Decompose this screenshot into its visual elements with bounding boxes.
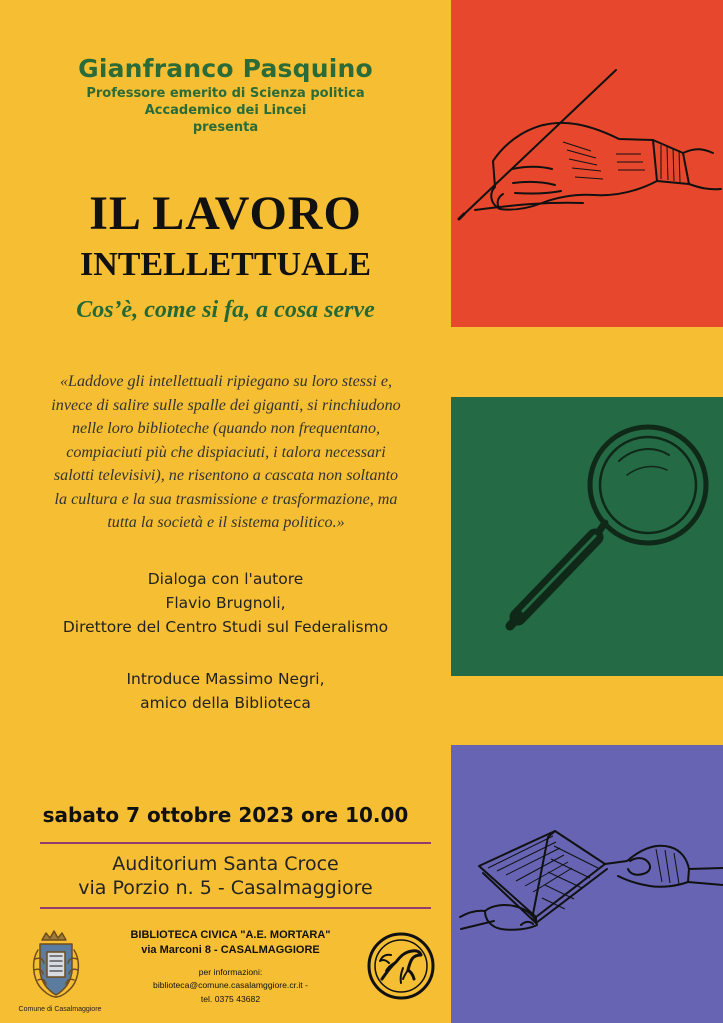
- quote-line: tutta la società e il sistema politico.»: [107, 514, 345, 531]
- email-link[interactable]: biblioteca@comune.casalamggiore.cr.it -: [153, 980, 308, 990]
- book-subtitle: Cos’è, come si fa, a cosa serve: [76, 297, 375, 323]
- book-title-line-1: IL LAVORO: [89, 187, 362, 240]
- quote-line: salotti televisivi), ne risentono a cascata non soltanto: [53, 467, 399, 484]
- coat-of-arms-icon: [30, 927, 82, 1005]
- comune-label: Comune di Casalmaggiore: [18, 1006, 102, 1013]
- quote-line: invece di salire sulle spalle dei giganti, si rinchiudono: [51, 396, 401, 414]
- author-role-2: Accademico dei Lincei: [144, 103, 307, 118]
- venue-address: via Porzio n. 5 - Casalmaggiore: [78, 877, 373, 899]
- phone-number: tel. 0375 43682: [200, 994, 261, 1004]
- quote-line: «Laddove gli intellettuali ripiegano su loro stessi e,: [60, 373, 392, 390]
- book-panel: [451, 745, 723, 1023]
- writing-panel: [451, 0, 723, 327]
- library-name: BIBLIOTECA CIVICA "A.E. MORTARA": [130, 929, 331, 941]
- venue-name: Auditorium Santa Croce: [112, 853, 339, 875]
- dialogue-label: Dialoga con l'autore: [147, 570, 304, 588]
- discussant-role: Direttore del Centro Studi sul Federalismo: [62, 618, 389, 636]
- rearing-horse-logo-icon: [366, 931, 436, 1001]
- writing-hand-icon: [451, 0, 723, 327]
- introducer-name: Introduce Massimo Negri,: [126, 670, 325, 688]
- info-label: per informazioni:: [198, 967, 263, 977]
- open-book-hands-icon: [451, 745, 723, 1023]
- quote-line: nelle loro biblioteche (quando non frequentano,: [71, 420, 381, 437]
- magnifying-glass-icon: [451, 397, 723, 676]
- author-name: Gianfranco Pasquino: [78, 54, 373, 83]
- bottom-divider: [40, 907, 431, 909]
- presents-label: presenta: [192, 120, 259, 135]
- book-title-line-2: INTELLETTUALE: [80, 246, 371, 283]
- discussant-name: Flavio Brugnoli,: [165, 594, 286, 612]
- author-role-1: Professore emerito di Scienza politica: [86, 86, 365, 101]
- event-date: sabato 7 ottobre 2023 ore 10.00: [42, 803, 409, 827]
- magnifier-panel: [451, 397, 723, 676]
- top-divider: [40, 842, 431, 844]
- book-quote: [27, 370, 425, 535]
- quote-line: compiaciuti più che dispiaciuti, i talora necessari: [66, 443, 386, 461]
- library-address: via Marconi 8 - CASALMAGGIORE: [141, 944, 320, 956]
- quote-line: la cultura e la sua trasmissione e trasformazione, ma: [54, 490, 398, 508]
- introducer-role: amico della Biblioteca: [140, 694, 311, 712]
